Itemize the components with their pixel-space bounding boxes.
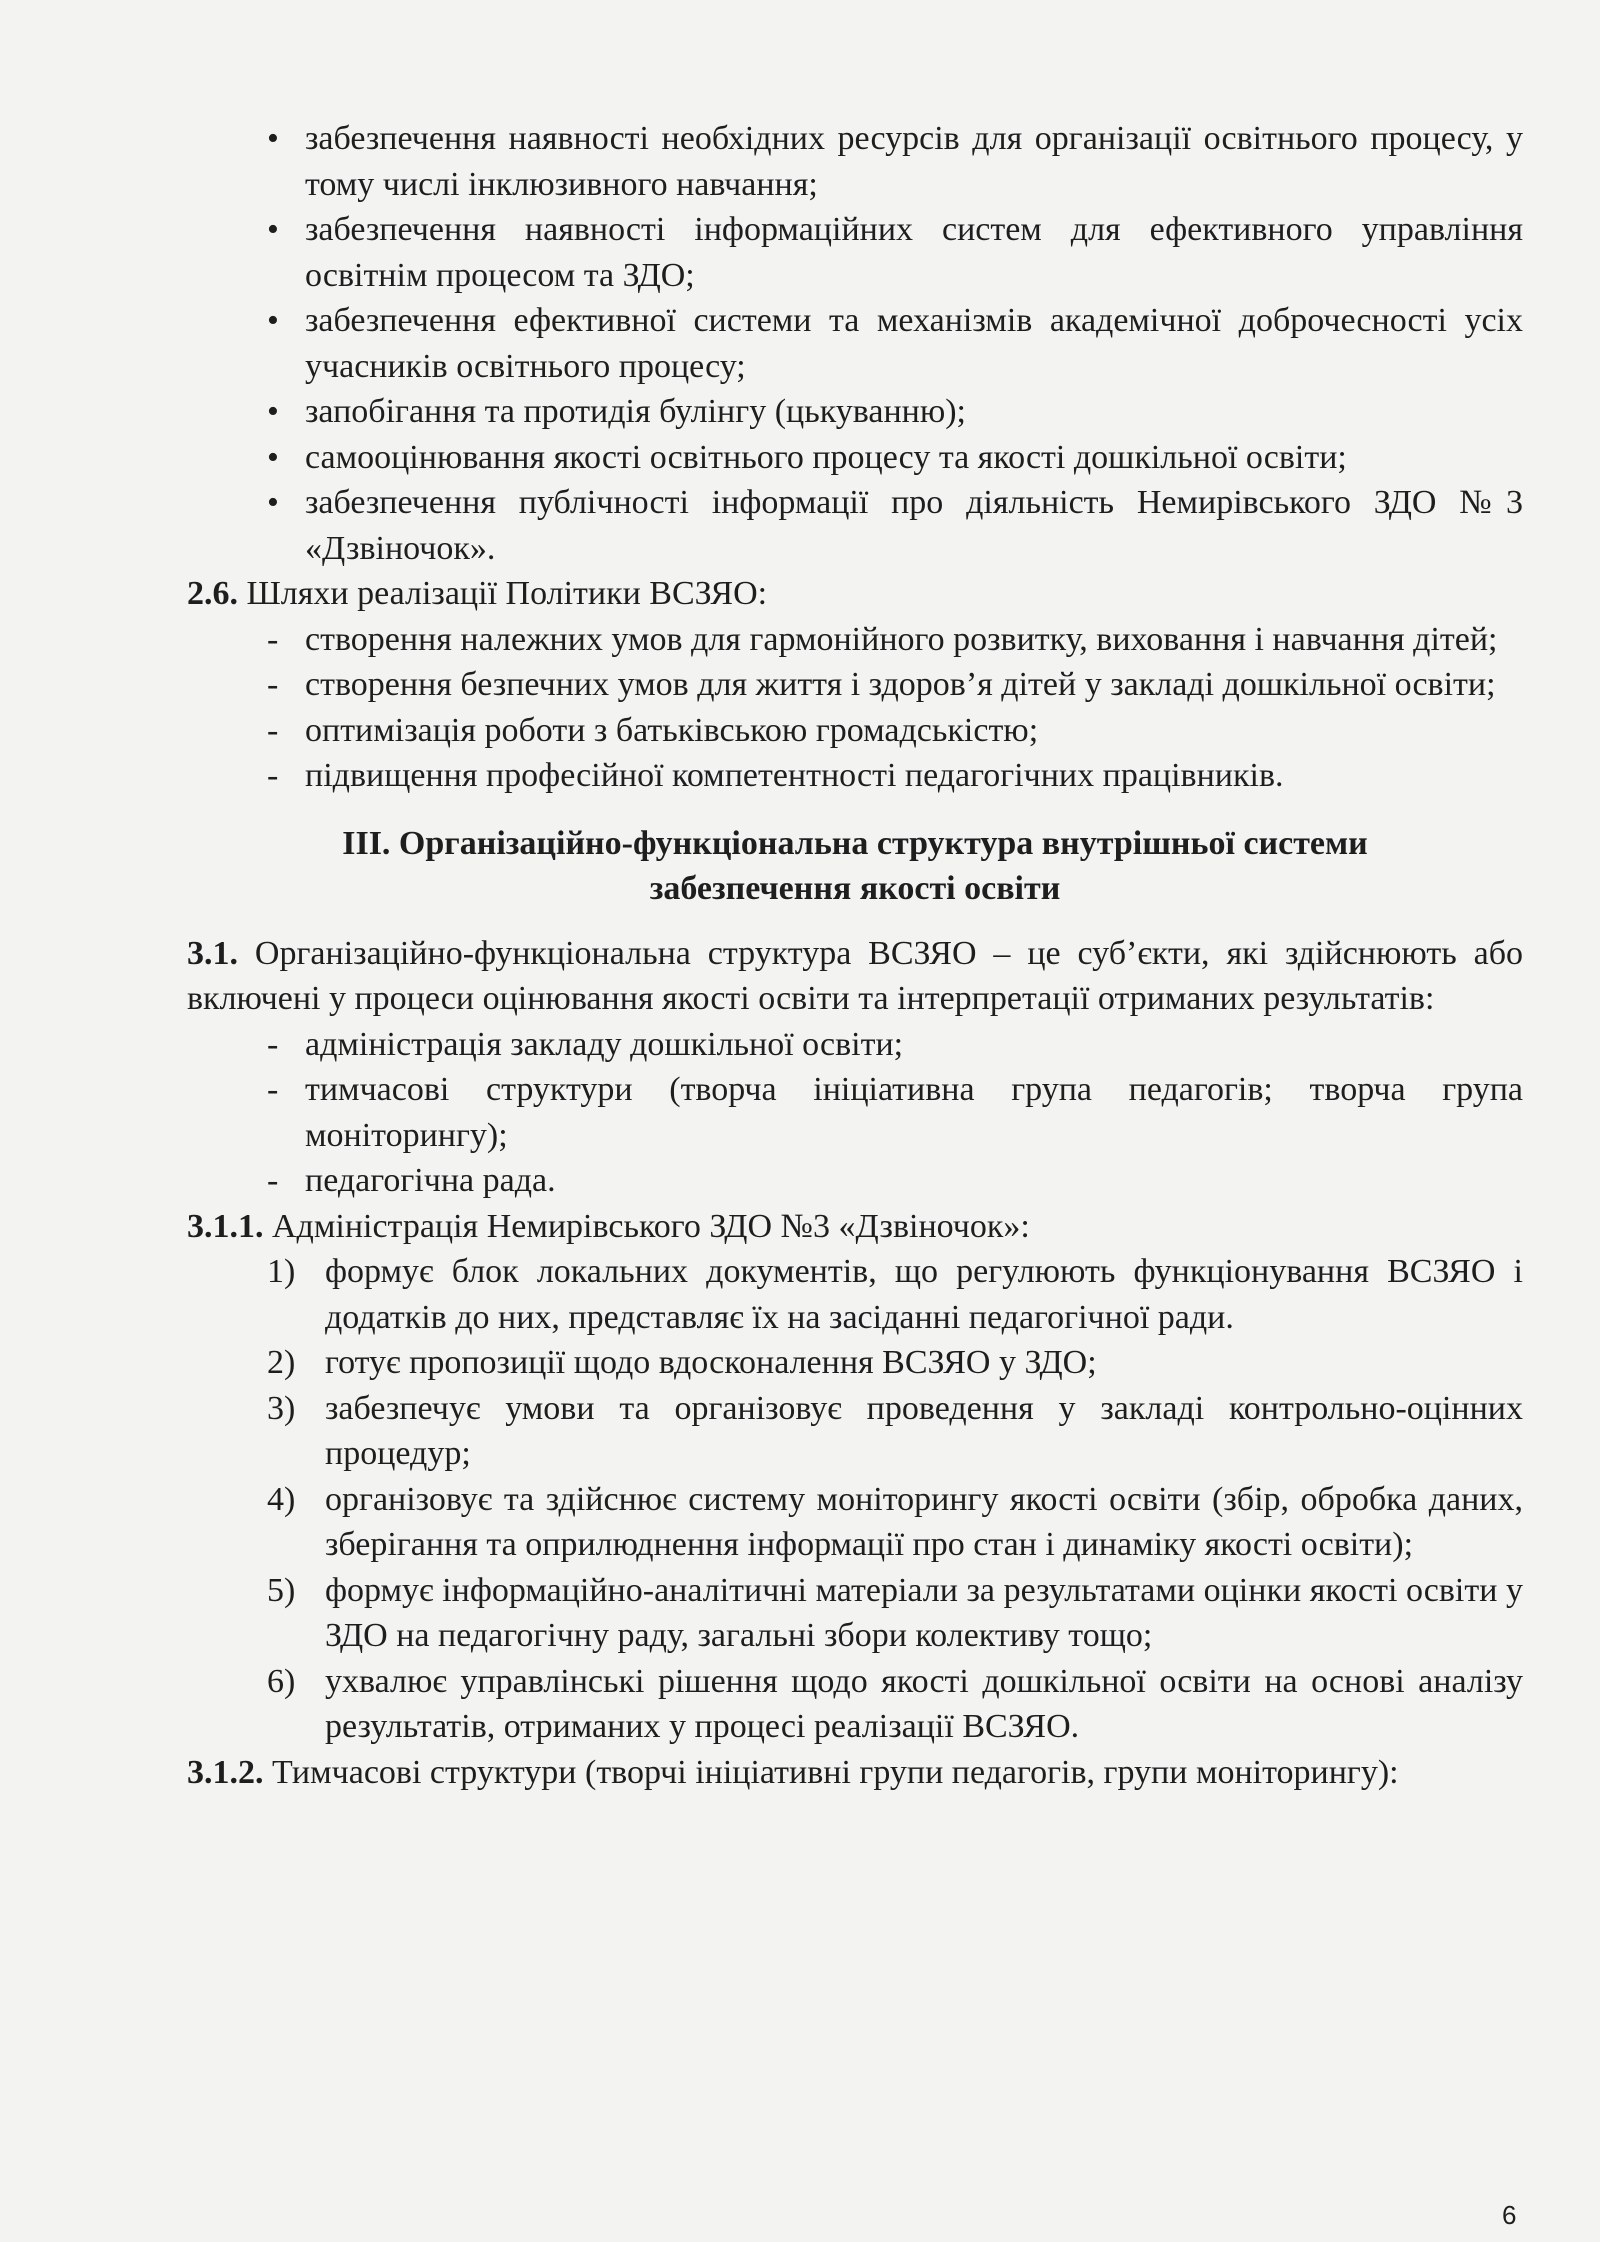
bullet-list <box>187 116 1523 571</box>
list-item: 4) організовує та здійснює систему моніторингу якості освіти (збір, обробка даних, зберігання та оприлюднення інформації про стан і динаміку якості освіти); <box>267 1480 1523 1563</box>
list-item: • забезпечення публічності інформації про діяльність Немирівського ЗДО №3 «Дзвіночок». <box>187 480 1523 571</box>
bullet-icon: • <box>267 211 279 248</box>
bullet-icon: • <box>267 438 279 476</box>
dash-marker: - <box>267 757 279 794</box>
list-item: - підвищення професійної компетентності педагогічних працівників. <box>187 753 1523 799</box>
list-item: - адміністрація закладу дошкільної освіти; <box>187 1022 1523 1068</box>
list-item: 3) забезпечує умови та організовує проведення у закладі контрольно-оцінних процедур; <box>267 1389 1523 1472</box>
list-item: - оптимізація роботи з батьківською громадськістю; <box>187 708 1523 754</box>
list-item: • забезпечення наявності інформаційних систем для ефективного управління освітнім процесом та ЗДО; <box>187 207 1523 298</box>
list-item: - тимчасові структури (творча ініціативна група педагогів; творча група моніторингу); <box>187 1067 1523 1158</box>
paragraph-3-1: 3.1. Організаційно-функціональна структура ВСЗЯО – це суб’єкти, які здійснюють або включені у процеси оцінювання якості освіти та інтерпретації отриманих результатів: <box>187 934 1523 1017</box>
dash-list <box>187 617 1523 799</box>
bullet-icon: • <box>267 484 279 521</box>
list-item: 1) формує блок локальних документів, що регулюють функціонування ВСЗЯО і додатків до них, представляє їх на засіданні педагогічної ради. <box>267 1253 1523 1336</box>
numbered-list <box>187 1249 1523 1750</box>
page-number: 6 <box>1502 2200 1517 2230</box>
paragraph-2-6: 2.6. Шляхи реалізації Політики ВСЗЯО: <box>187 575 768 612</box>
dash-marker: - <box>267 620 279 658</box>
bullet-icon: • <box>267 302 279 339</box>
dash-marker: - <box>267 1025 279 1063</box>
list-item: • забезпечення ефективної системи та механізмів академічної доброчесності усіх учасників освітнього процесу; <box>187 298 1523 389</box>
list-item: - створення належних умов для гармонійного розвитку, виховання і навчання дітей; <box>187 617 1523 663</box>
paragraph-3-1-1: 3.1.1. Адміністрація Немирівського ЗДО №3 «Дзвіночок»: <box>187 1207 1030 1245</box>
bullet-icon: • <box>267 120 279 157</box>
document-page <box>187 116 1523 1795</box>
list-item: • запобігання та протидія булінгу (цькуванню); <box>187 389 1523 435</box>
dash-marker: - <box>267 1071 279 1108</box>
dash-list <box>187 1022 1523 1204</box>
list-item: 6) ухвалює управлінські рішення щодо якості дошкільної освіти на основі аналізу результатів, отриманих у процесі реалізації ВСЗЯО. <box>267 1662 1523 1745</box>
dash-marker: - <box>267 666 279 703</box>
bullet-icon: • <box>267 393 279 430</box>
list-item: • забезпечення наявності необхідних ресурсів для організації освітнього процесу, у тому числі інклюзивного навчання; <box>187 116 1523 207</box>
dash-marker: - <box>267 711 279 749</box>
section-heading: ІІІ. Організаційно-функціональна структура внутрішньої системи забезпечення якості освіти <box>342 824 1368 907</box>
paragraph-3-1-2: 3.1.2. Тимчасові структури (творчі ініціативні групи педагогів, групи моніторингу): <box>187 1753 1399 1791</box>
list-item: 5) формує інформаційно-аналітичні матеріали за результатами оцінки якості освіти у ЗДО на педагогічну раду, загальні збори колективу тощо; <box>267 1571 1523 1654</box>
list-item: - педагогічна рада. <box>187 1158 1523 1204</box>
list-item: 2) готує пропозиції щодо вдосконалення ВСЗЯО у ЗДО; <box>267 1344 1097 1381</box>
dash-marker: - <box>267 1162 279 1199</box>
list-item: - створення безпечних умов для життя і здоров’я дітей у закладі дошкільної освіти; <box>187 662 1523 708</box>
list-item: • самооцінювання якості освітнього процесу та якості дошкільної освіти; <box>187 435 1523 481</box>
